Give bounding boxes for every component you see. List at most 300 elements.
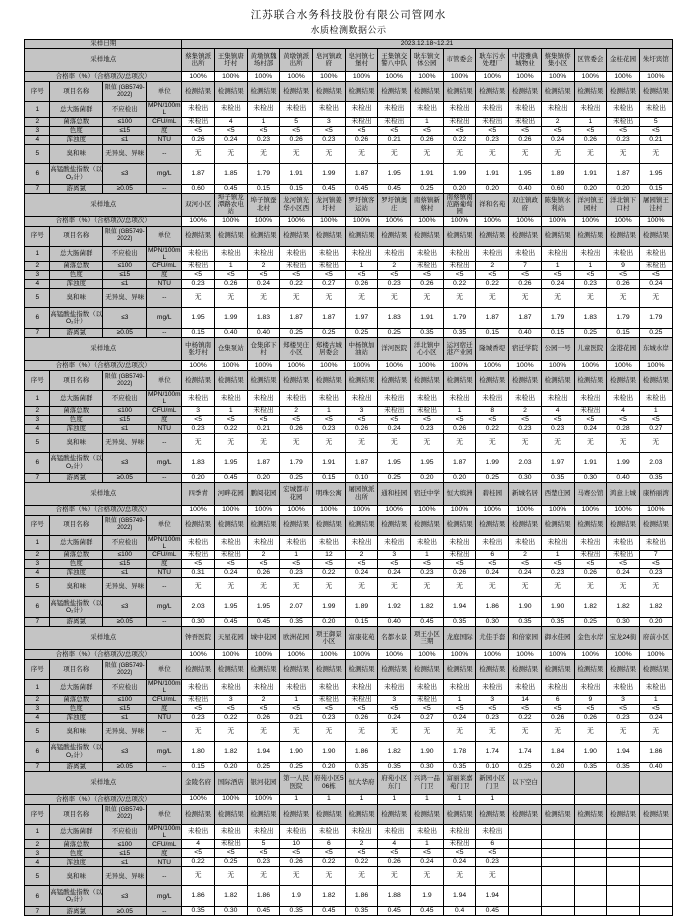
result-cell: 1 — [639, 695, 672, 704]
result-cell: 0.35 — [411, 329, 444, 338]
result-cell: 未检出 — [214, 391, 247, 407]
pass-rate-cell: 100% — [509, 361, 542, 371]
result-cell: 1.95 — [247, 597, 280, 618]
location-cell: 河畔花园 — [214, 482, 247, 505]
result-cell: 0.23 — [476, 858, 509, 867]
pass-rate-cell: 100% — [476, 361, 509, 371]
result-cell: 未检出 — [182, 102, 215, 118]
result-cell: <5 — [313, 415, 346, 424]
pass-rate-row — [25, 650, 672, 660]
result-cell: 5 — [247, 840, 280, 849]
col-header-result: 检测结果 — [541, 371, 574, 391]
result-cell: <5 — [378, 271, 411, 280]
result-cell: 无 — [574, 722, 607, 741]
param-unit: -- — [147, 473, 182, 482]
location-cell: 埠子镇蚕北村 — [247, 193, 280, 216]
result-cell: 1.74 — [476, 741, 509, 762]
location-row-label: 采样地点 — [25, 193, 182, 216]
param-seq: 1 — [25, 535, 50, 551]
result-cell — [574, 886, 607, 907]
param-unit: -- — [147, 618, 182, 627]
result-cell: 未检出 — [509, 117, 542, 126]
result-cell: 0.25 — [280, 473, 313, 482]
result-cell: 无 — [541, 144, 574, 163]
location-cell: 中杨镇加油站 — [345, 338, 378, 361]
result-cell: <5 — [411, 849, 444, 858]
col-header-result: 检测结果 — [247, 82, 280, 102]
param-row — [25, 452, 672, 473]
result-cell: 无 — [639, 144, 672, 163]
location-cell: 府前小区 — [639, 627, 672, 650]
result-cell: 无 — [247, 433, 280, 452]
result-cell: 0.35 — [280, 618, 313, 627]
pass-rate-cell: 100% — [214, 650, 247, 660]
result-cell: 未检出 — [574, 391, 607, 407]
pass-rate-cell: 100% — [411, 72, 444, 82]
result-cell: 无 — [411, 578, 444, 597]
result-cell: 未检出 — [411, 535, 444, 551]
col-header-result: 检测结果 — [574, 515, 607, 535]
result-cell: 7 — [509, 262, 542, 271]
result-cell: 1.87 — [313, 308, 346, 329]
result-cell: 0.24 — [214, 569, 247, 578]
location-cell: 祥和名苑 — [476, 193, 509, 216]
col-header-result: 检测结果 — [411, 515, 444, 535]
result-cell: 1 — [574, 262, 607, 271]
pass-rate-cell: 1 — [378, 794, 411, 804]
result-cell: 无 — [182, 144, 215, 163]
param-unit: MPN/100mL — [148, 680, 181, 695]
result-cell: <5 — [214, 271, 247, 280]
param-unit: mg/L — [147, 597, 182, 618]
result-cell: 0.45 — [214, 618, 247, 627]
result-cell: 0.15 — [607, 329, 640, 338]
param-row — [25, 329, 672, 338]
param-unit: -- — [147, 907, 182, 916]
col-header-result: 检测结果 — [214, 226, 247, 246]
result-cell: 无 — [182, 289, 215, 308]
param-seq: 3 — [25, 126, 50, 135]
result-cell: 无 — [247, 867, 280, 886]
param-seq: 6 — [25, 886, 50, 907]
result-cell: 未检出 — [443, 246, 476, 262]
result-cell: 未检出 — [443, 551, 476, 560]
result-cell: 未检出 — [280, 262, 313, 271]
result-cell: 1.92 — [378, 597, 411, 618]
result-cell: 未检出 — [509, 680, 542, 696]
result-cell: 无 — [541, 433, 574, 452]
result-cell: 1.82 — [214, 886, 247, 907]
result-cell: 0.22 — [313, 858, 346, 867]
pass-rate-cell: 100% — [541, 505, 574, 515]
pass-rate-cell: 100% — [214, 72, 247, 82]
param-unit: CFU/mL — [147, 551, 182, 560]
result-cell: 3 — [378, 695, 411, 704]
result-cell: 未检出 — [509, 102, 542, 118]
result-cell: 2 — [247, 695, 280, 704]
pass-rate-cell: 100% — [476, 505, 509, 515]
param-unit: -- — [147, 433, 182, 452]
result-cell — [509, 849, 542, 858]
result-cell: <5 — [411, 271, 444, 280]
location-cell: 洋河医院 — [378, 338, 411, 361]
param-row — [25, 144, 672, 163]
result-cell: <5 — [280, 849, 313, 858]
pass-rate-cell: 100% — [443, 505, 476, 515]
col-header-result: 检测结果 — [247, 515, 280, 535]
result-cell: 0.27 — [313, 280, 346, 289]
col-header-result: 检测结果 — [280, 82, 313, 102]
col-header-limit: 限值 (GB5749-2022) — [103, 371, 147, 391]
result-cell: 1.95 — [182, 308, 215, 329]
param-limit: ≤100 — [103, 840, 147, 849]
param-unit: -- — [147, 184, 182, 193]
col-header-unit: 单位 — [147, 660, 182, 680]
result-cell: 0.25 — [639, 329, 672, 338]
pass-rate-cell: 100% — [247, 72, 280, 82]
result-cell: 1.79 — [541, 308, 574, 329]
pass-rate-cell: 100% — [411, 216, 444, 226]
result-cell: 1.94 — [476, 886, 509, 907]
param-seq: 6 — [25, 597, 50, 618]
result-cell: 0.21 — [378, 135, 411, 144]
location-cell: 皂河镇政府 — [313, 49, 346, 72]
param-name: 浑浊度 — [50, 424, 103, 433]
result-cell: 2.07 — [280, 597, 313, 618]
location-cell: 郑楼吴庄小区 — [280, 338, 313, 361]
pass-rate-cell: 100% — [607, 650, 640, 660]
col-header-result: 检测结果 — [607, 804, 640, 824]
result-cell: <5 — [247, 849, 280, 858]
result-cell: 12 — [313, 551, 346, 560]
col-header-result: 检测结果 — [443, 371, 476, 391]
param-row — [25, 424, 672, 433]
location-row — [25, 193, 672, 216]
param-seq: 5 — [25, 578, 50, 597]
result-cell: 无 — [182, 722, 215, 741]
result-cell: 未检出 — [247, 391, 280, 407]
column-header-row — [25, 660, 672, 680]
result-cell — [509, 867, 542, 886]
param-row — [25, 907, 672, 916]
param-seq: 2 — [25, 551, 50, 560]
param-unit: NTU — [147, 713, 182, 722]
result-cell: <5 — [476, 849, 509, 858]
result-cell — [509, 907, 542, 916]
result-cell: 无 — [574, 578, 607, 597]
result-cell: 0.24 — [214, 135, 247, 144]
result-cell: 0.40 — [607, 473, 640, 482]
col-header-result: 检测结果 — [411, 660, 444, 680]
result-cell: 0.40 — [214, 329, 247, 338]
result-cell: 未检出 — [607, 391, 640, 407]
result-cell: <5 — [639, 704, 672, 713]
result-cell — [607, 886, 640, 907]
result-cell: 8 — [476, 406, 509, 415]
result-cell: 6 — [313, 840, 346, 849]
param-unit: -- — [147, 329, 182, 338]
location-cell: 皂河镇七堡村 — [345, 49, 378, 72]
col-header-result: 检测结果 — [574, 660, 607, 680]
param-unit: mg/L — [147, 741, 182, 762]
col-header-limit: 限值 (GB5749-2022) — [103, 82, 147, 102]
result-cell: 未检出 — [509, 246, 542, 262]
col-header-result: 检测结果 — [345, 804, 378, 824]
result-cell: 0.26 — [280, 424, 313, 433]
param-limit: 不应检出 — [103, 680, 147, 696]
result-cell: 0.23 — [313, 424, 346, 433]
result-cell: 无 — [345, 867, 378, 886]
param-limit: ≤15 — [103, 126, 147, 135]
result-cell: 无 — [280, 578, 313, 597]
param-row — [25, 704, 672, 713]
location-cell: 耿车污水处理厂 — [476, 49, 509, 72]
result-cell: 0.15 — [182, 762, 215, 771]
result-cell: 0.26 — [345, 280, 378, 289]
result-cell: 0.30 — [214, 907, 247, 916]
col-header-result: 检测结果 — [639, 226, 672, 246]
result-cell — [574, 840, 607, 849]
pass-rate-row — [25, 794, 672, 804]
param-seq: 2 — [25, 117, 50, 126]
result-cell: 未检出 — [378, 117, 411, 126]
result-cell: 1.97 — [345, 308, 378, 329]
result-cell: 未检出 — [378, 406, 411, 415]
result-cell: 无 — [313, 144, 346, 163]
pass-rate-cell: 100% — [541, 72, 574, 82]
result-cell: 1.99 — [443, 163, 476, 184]
param-limit: 无异臭、异味 — [103, 433, 147, 452]
param-limit: ≥0.05 — [103, 762, 147, 771]
result-cell: <5 — [214, 704, 247, 713]
result-cell: <5 — [476, 126, 509, 135]
result-cell: 0.30 — [509, 473, 542, 482]
result-cell: 1 — [247, 117, 280, 126]
result-cell: 6 — [476, 551, 509, 560]
location-cell: 马赛公馆 — [574, 482, 607, 505]
param-row — [25, 762, 672, 771]
result-cell: 1 — [214, 406, 247, 415]
param-seq: 5 — [25, 289, 50, 308]
location-cell: 东城水岸 — [639, 338, 672, 361]
param-row — [25, 308, 672, 329]
location-row — [25, 338, 672, 361]
result-cell: 未检出 — [443, 262, 476, 271]
pass-rate-cell: 1 — [345, 794, 378, 804]
location-row-label: 采样地点 — [25, 771, 182, 794]
col-header-result: 检测结果 — [411, 804, 444, 824]
result-cell: 0.25 — [247, 762, 280, 771]
col-header-result: 检测结果 — [443, 660, 476, 680]
result-cell: 5 — [639, 117, 672, 126]
result-cell — [607, 824, 640, 840]
result-cell: 无 — [313, 289, 346, 308]
pass-rate-cell: 100% — [378, 72, 411, 82]
result-cell: 0.35 — [182, 907, 215, 916]
result-cell: 未检出 — [378, 535, 411, 551]
result-cell: 未检出 — [443, 680, 476, 696]
result-cell: 未检出 — [182, 695, 215, 704]
param-seq: 7 — [25, 762, 50, 771]
result-cell: 0.24 — [378, 713, 411, 722]
result-cell: 1.89 — [541, 163, 574, 184]
param-limit: ≤100 — [103, 117, 147, 126]
result-cell: 0.35 — [443, 762, 476, 771]
result-cell: 0.20 — [182, 473, 215, 482]
result-cell: 无 — [541, 289, 574, 308]
param-unit: NTU — [147, 135, 182, 144]
result-cell: 0.24 — [574, 424, 607, 433]
result-cell: 0.20 — [313, 762, 346, 771]
result-cell: 1 — [313, 406, 346, 415]
param-seq: 1 — [25, 246, 50, 262]
location-row — [25, 482, 672, 505]
col-header-item: 项目名称 — [50, 804, 103, 824]
result-cell: 1 — [280, 551, 313, 560]
result-cell: 2 — [476, 262, 509, 271]
result-cell: 无 — [247, 289, 280, 308]
result-cell: 0.20 — [639, 618, 672, 627]
location-cell: 屠园镇王洼村 — [639, 193, 672, 216]
result-cell: 无 — [509, 144, 542, 163]
pass-rate-cell: 100% — [509, 216, 542, 226]
result-cell: 0.23 — [247, 858, 280, 867]
param-unit: -- — [147, 578, 182, 597]
col-header-unit: 单位 — [147, 804, 182, 824]
param-name: 浑浊度 — [50, 135, 103, 144]
param-row — [25, 618, 672, 627]
result-cell: 0.20 — [443, 473, 476, 482]
result-cell: 0.45 — [214, 184, 247, 193]
result-cell: <5 — [541, 126, 574, 135]
location-row — [25, 771, 672, 794]
column-header-row — [25, 82, 672, 102]
result-cell: 0.24 — [639, 713, 672, 722]
col-header-result: 检测结果 — [476, 82, 509, 102]
result-cell: 无 — [345, 289, 378, 308]
param-unit: -- — [147, 867, 182, 886]
result-cell: <5 — [509, 560, 542, 569]
result-cell: 1.99 — [607, 452, 640, 473]
location-cell: 金港花园 — [607, 338, 640, 361]
location-cell: 明珠公寓 — [313, 482, 346, 505]
result-cell — [639, 907, 672, 916]
result-cell: 1.83 — [574, 308, 607, 329]
param-name: 色度 — [50, 126, 103, 135]
result-cell: 未检出 — [607, 680, 640, 696]
result-cell: 1.82 — [639, 597, 672, 618]
param-limit: 不应检出 — [103, 824, 147, 840]
param-row — [25, 713, 672, 722]
param-name: 浑浊度 — [50, 569, 103, 578]
col-header-seq: 序号 — [25, 660, 50, 680]
result-cell: <5 — [476, 271, 509, 280]
param-name: 游离氯 — [50, 762, 103, 771]
col-header-result: 检测结果 — [247, 660, 280, 680]
col-header-result: 检测结果 — [509, 515, 542, 535]
location-cell: 洋北镇中心小区 — [411, 338, 444, 361]
param-seq: 2 — [25, 840, 50, 849]
pass-rate-cell — [541, 794, 574, 804]
result-cell: 未检出 — [607, 551, 640, 560]
col-header-result: 检测结果 — [639, 371, 672, 391]
col-header-result: 检测结果 — [280, 804, 313, 824]
result-cell: 0.15 — [313, 473, 346, 482]
param-seq: 5 — [25, 433, 50, 452]
result-cell: <5 — [541, 704, 574, 713]
result-cell: 无 — [607, 144, 640, 163]
param-name: 臭和味 — [50, 144, 103, 163]
result-cell: 4 — [541, 406, 574, 415]
result-cell: 0.30 — [574, 473, 607, 482]
result-cell: 无 — [214, 144, 247, 163]
result-cell: 1.91 — [574, 452, 607, 473]
result-cell: <5 — [607, 704, 640, 713]
column-header-row — [25, 371, 672, 391]
location-cell: 天星花园 — [214, 627, 247, 650]
result-cell: 未检出 — [182, 262, 215, 271]
result-cell: 1 — [639, 406, 672, 415]
result-cell: 1 — [345, 262, 378, 271]
result-cell: <5 — [345, 849, 378, 858]
pass-rate-cell: 100% — [345, 650, 378, 660]
pass-rate-cell: 100% — [280, 650, 313, 660]
col-header-result: 检测结果 — [280, 226, 313, 246]
col-header-seq: 序号 — [25, 515, 50, 535]
result-cell: <5 — [378, 415, 411, 424]
result-cell: 1.90 — [411, 741, 444, 762]
result-cell: 未检出 — [639, 680, 672, 696]
result-cell — [574, 867, 607, 886]
result-cell: <5 — [182, 415, 215, 424]
param-row — [25, 406, 672, 415]
col-header-result: 检测结果 — [214, 82, 247, 102]
result-cell: 未检出 — [313, 391, 346, 407]
result-cell: 1.89 — [345, 597, 378, 618]
result-cell: 1.83 — [182, 452, 215, 473]
param-limit: ≤1 — [103, 713, 147, 722]
pass-rate-label: 合格率（%）（合格项次/总项次） — [25, 650, 182, 660]
pass-rate-cell: 100% — [541, 216, 574, 226]
pass-rate-cell: 100% — [378, 650, 411, 660]
location-cell: 宿迁学院 — [509, 338, 542, 361]
result-cell — [607, 858, 640, 867]
result-cell: 未检出 — [378, 680, 411, 696]
result-cell: 无 — [509, 722, 542, 741]
result-cell: 无 — [313, 578, 346, 597]
result-cell: <5 — [345, 560, 378, 569]
result-cell: 未检出 — [247, 102, 280, 118]
result-cell: 无 — [345, 144, 378, 163]
location-cell: 第一人民医院 — [280, 771, 313, 794]
col-header-result: 检测结果 — [247, 371, 280, 391]
result-cell: 0.24 — [639, 280, 672, 289]
location-cell: 宿迁中学 — [411, 482, 444, 505]
result-cell: 0.35 — [378, 762, 411, 771]
param-seq: 4 — [25, 280, 50, 289]
result-cell: 无 — [607, 289, 640, 308]
param-name: 菌落总数 — [50, 406, 103, 415]
result-cell: 未检出 — [345, 824, 378, 840]
col-header-result: 检测结果 — [443, 515, 476, 535]
col-header-unit: 单位 — [147, 515, 182, 535]
result-cell: 0.35 — [541, 618, 574, 627]
location-cell: 恒大缤洲 — [443, 482, 476, 505]
result-cell: 0.26 — [345, 424, 378, 433]
result-cell: 0.23 — [639, 569, 672, 578]
col-header-result: 检测结果 — [541, 515, 574, 535]
result-cell: 1.95 — [214, 452, 247, 473]
